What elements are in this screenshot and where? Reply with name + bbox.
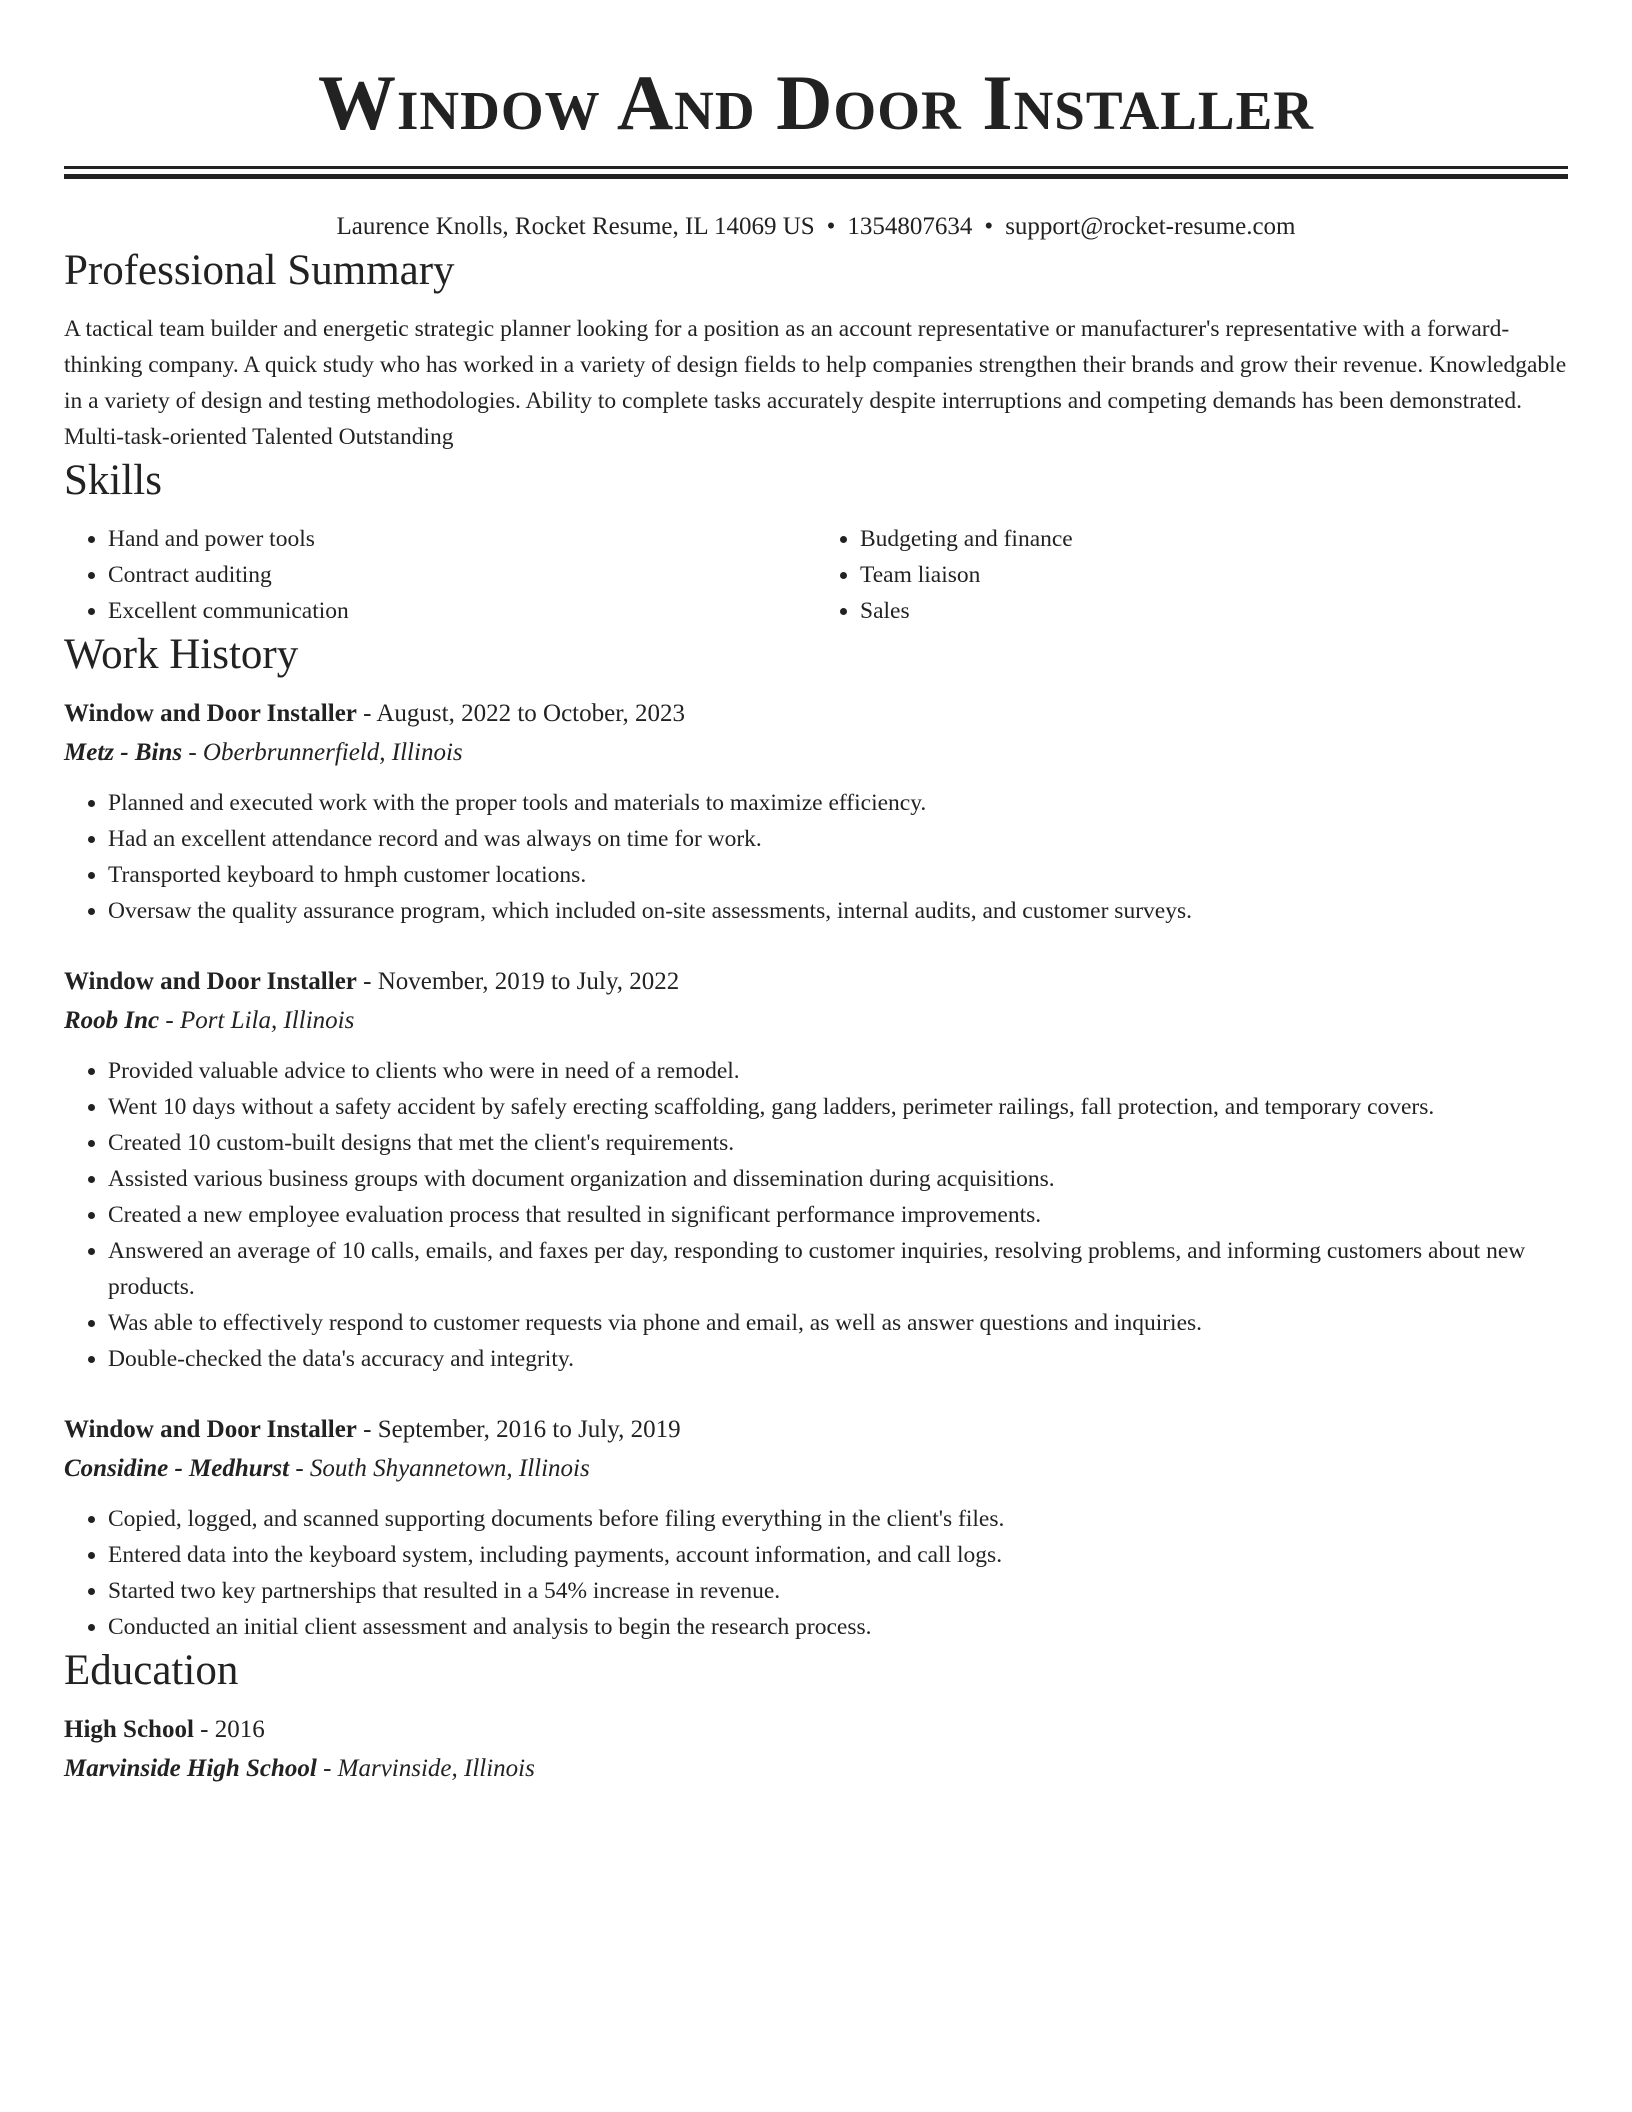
job-entry (64, 1411, 1568, 1645)
job-bullet: • Created 10 custom-built designs that met the client's requirements. (108, 1125, 1568, 1161)
skill-item: • Sales (860, 593, 1568, 629)
work-history-heading: Work History (64, 631, 299, 678)
job-bullet: • Oversaw the quality assurance program, which included on-site assessments, internal audits, and customer surveys. (108, 893, 1568, 929)
job-company: Considine - Medhurst (64, 1455, 290, 1482)
job-dates: - August, 2022 to October, 2023 (356, 700, 686, 727)
job-bullets (64, 785, 1568, 929)
contact-phone: 1354807634 (847, 213, 973, 240)
skills-column-left (64, 521, 816, 629)
job-bullet: • Went 10 days without a safety accident by safely erecting scaffolding, gang ladders, perimeter railings, fall protection, and temporary covers. (108, 1089, 1568, 1125)
job-dates: - September, 2016 to July, 2019 (356, 1416, 681, 1443)
education-entry (64, 1711, 1568, 1789)
job-header (64, 963, 1568, 1001)
job-title: Window and Door Installer (64, 700, 357, 727)
job-location: - Port Lila, Illinois (159, 1007, 355, 1034)
summary-text: A tactical team builder and energetic strategic planner looking for a position as an account representative or manufacturer's representative with a forward-thinking company. A quick study who has worked in a variety of design fields to help companies strengthen their brands and grow their revenue. Knowledgable in a variety of design and testing methodologies. Ability to complete tasks accurately despite interruptions and competing demands has been demonstrated. Multi-task-oriented Talented Outstanding (64, 316, 1567, 450)
education-school: Marvinside High School (64, 1755, 317, 1782)
contact-email: support@rocket-resume.com (1005, 213, 1296, 240)
job-header (64, 1411, 1568, 1449)
job-bullet: • Assisted various business groups with document organization and dissemination during acquisitions. (108, 1161, 1568, 1197)
job-dates: - November, 2019 to July, 2022 (356, 968, 680, 995)
skills-heading: Skills (64, 457, 162, 504)
job-title: Window and Door Installer (64, 968, 357, 995)
skill-item: • Excellent communication (108, 593, 816, 629)
job-location: - Oberbrunnerfield, Illinois (182, 739, 463, 766)
title-divider (64, 166, 1568, 179)
education-location: - Marvinside, Illinois (316, 1755, 535, 1782)
education-school-line (64, 1749, 1568, 1789)
job-company-line (64, 1001, 1568, 1041)
skill-item: • Hand and power tools (108, 521, 816, 557)
job-header (64, 695, 1568, 733)
job-bullet: • Answered an average of 10 calls, emails, and faxes per day, responding to customer inquiries, resolving problems, and informing customers about new products. (108, 1233, 1568, 1305)
skill-item: • Team liaison (860, 557, 1568, 593)
contact-separator: • (984, 213, 994, 240)
job-bullet: • Was able to effectively respond to customer requests via phone and email, as well as answer questions and inquiries. (108, 1305, 1568, 1341)
skill-item: • Contract auditing (108, 557, 816, 593)
job-bullet: • Conducted an initial client assessment and analysis to begin the research process. (108, 1609, 1568, 1645)
education-degree: High School (64, 1716, 194, 1743)
skill-item: • Budgeting and finance (860, 521, 1568, 557)
job-bullet: • Had an excellent attendance record and was always on time for work. (108, 821, 1568, 857)
job-bullet: • Double-checked the data's accuracy and integrity. (108, 1341, 1568, 1377)
job-bullets (64, 1501, 1568, 1645)
education-header (64, 1711, 1568, 1749)
job-entry (64, 963, 1568, 1377)
job-company-line (64, 1449, 1568, 1489)
job-bullet: • Entered data into the keyboard system, including payments, account information, and call logs. (108, 1537, 1568, 1573)
education-year: - 2016 (193, 1716, 265, 1743)
contact-address: Laurence Knolls, Rocket Resume, IL 14069 US (336, 213, 815, 240)
contact-line (64, 209, 1568, 245)
job-title: Window and Door Installer (64, 1416, 357, 1443)
job-bullet: • Planned and executed work with the proper tools and materials to maximize efficiency. (108, 785, 1568, 821)
job-bullets (64, 1053, 1568, 1377)
skills-list (64, 521, 1568, 629)
job-entry (64, 695, 1568, 929)
job-bullet: • Transported keyboard to hmph customer locations. (108, 857, 1568, 893)
job-company-line (64, 733, 1568, 773)
job-company: Roob Inc (64, 1007, 160, 1034)
resume-title: Window And Door Installer (318, 59, 1314, 146)
job-bullet: • Provided valuable advice to clients who were in need of a remodel. (108, 1053, 1568, 1089)
job-bullet: • Started two key partnerships that resulted in a 54% increase in revenue. (108, 1573, 1568, 1609)
education-heading: Education (64, 1647, 239, 1694)
job-location: - South Shyannetown, Illinois (289, 1455, 590, 1482)
job-bullet: • Copied, logged, and scanned supporting documents before filing everything in the client's files. (108, 1501, 1568, 1537)
contact-separator: • (826, 213, 836, 240)
summary-heading: Professional Summary (64, 247, 455, 294)
job-company: Metz - Bins (64, 739, 183, 766)
skills-column-right (816, 521, 1568, 629)
job-bullet: • Created a new employee evaluation process that resulted in significant performance improvements. (108, 1197, 1568, 1233)
